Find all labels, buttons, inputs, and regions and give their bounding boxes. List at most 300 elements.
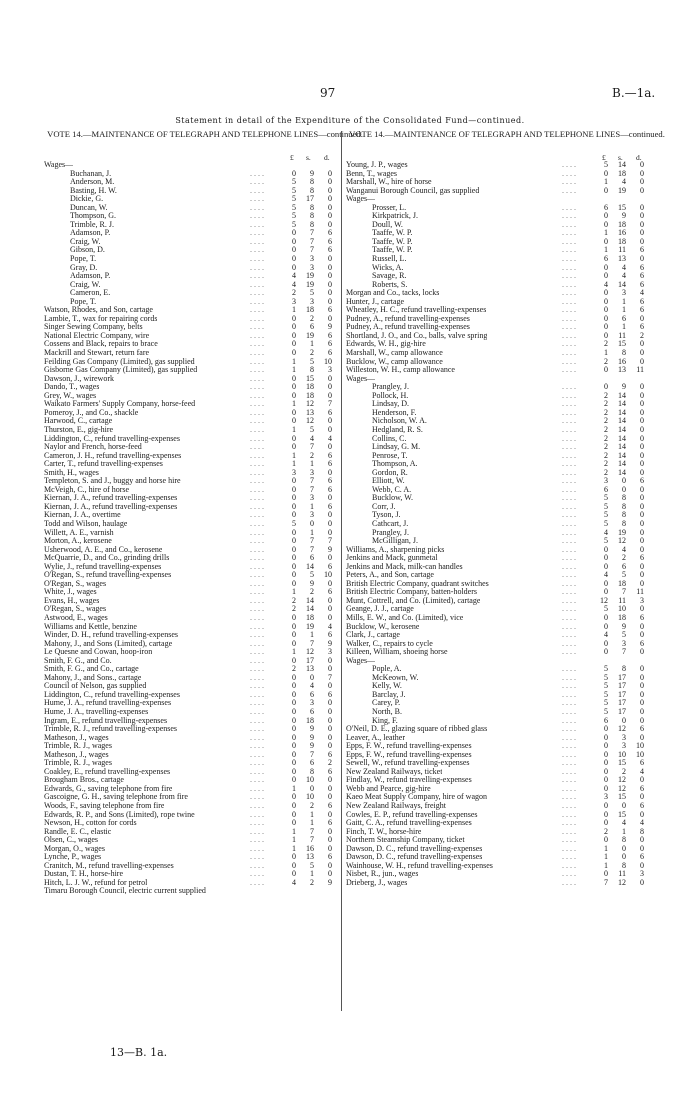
- leader-dots: . . . .: [562, 707, 576, 716]
- leader-dots: . . . .: [562, 664, 576, 674]
- ledger-row: [346, 623, 668, 632]
- pounds-value: 0: [604, 749, 608, 759]
- pence-value: 0: [328, 510, 332, 520]
- payee-name: Morgan and Co., tacks, locks: [346, 289, 440, 298]
- pence-value: 0: [640, 177, 644, 187]
- payee-name: McKeown, W.: [372, 673, 419, 682]
- pounds-value: 0: [604, 330, 608, 340]
- pence-value: 4: [328, 621, 332, 631]
- leader-dots: . . . .: [250, 724, 264, 734]
- pounds-value: 0: [292, 561, 296, 571]
- ledger-row: [346, 494, 668, 503]
- left-column: [44, 126, 366, 896]
- ledger-row: [44, 315, 366, 324]
- shillings-value: 2: [310, 348, 314, 358]
- leader-dots: . . . .: [562, 604, 576, 614]
- leader-dots: . . . .: [250, 254, 264, 264]
- pence-value: 0: [640, 732, 644, 742]
- shillings-value: 6: [310, 707, 314, 716]
- shillings-value: 19: [306, 330, 314, 340]
- leader-dots: . . . .: [250, 288, 264, 298]
- payee-name: Wanganui Borough Council, gas supplied: [346, 186, 480, 195]
- shillings-value: 4: [622, 262, 626, 272]
- pounds-value: 0: [292, 766, 296, 776]
- ledger-row: [346, 853, 668, 862]
- pounds-value: 2: [292, 595, 296, 605]
- shillings-value: 16: [618, 356, 626, 366]
- pounds-value: 2: [292, 604, 296, 614]
- leader-dots: . . . .: [250, 527, 264, 537]
- ledger-row: [44, 409, 366, 418]
- pounds-value: 0: [604, 835, 608, 845]
- pounds-value: 0: [292, 741, 296, 751]
- payee-name: Clark, J., cartage: [346, 631, 400, 640]
- leader-dots: . . . .: [562, 715, 576, 725]
- pence-value: 0: [640, 399, 644, 409]
- pence-value: 6: [328, 339, 332, 349]
- ledger-row: [44, 631, 366, 640]
- shillings-value: 3: [622, 741, 626, 751]
- payee-name: Kelly, W.: [372, 682, 402, 691]
- pence-value: 0: [640, 313, 644, 323]
- ledger-row: [346, 759, 668, 768]
- pence-value: 6: [640, 279, 644, 289]
- ledger-row: [346, 204, 668, 213]
- payee-name: Epps, F. W., refund travelling-expenses: [346, 750, 472, 759]
- pounds-value: 5: [604, 510, 608, 520]
- pounds-value: 4: [604, 527, 608, 537]
- pounds-value: 0: [604, 869, 608, 879]
- pence-value: 0: [328, 612, 332, 622]
- ledger-row: [44, 255, 366, 264]
- shillings-value: 7: [310, 236, 314, 246]
- payee-name: Webb and Pearce, gig-hire: [346, 784, 431, 793]
- shillings-value: 0: [622, 476, 626, 486]
- payee-name: Hunter, J., cartage: [346, 297, 405, 306]
- payee-name: Williams and Kettle, benzine: [44, 622, 137, 631]
- leader-dots: . . . .: [250, 271, 264, 281]
- payee-name: Templeton, S. and J., buggy and horse hire: [44, 477, 181, 486]
- shillings-value: 0: [622, 715, 626, 725]
- pounds-value: 5: [292, 202, 296, 212]
- payee-name: Barclay, J.: [372, 690, 406, 699]
- pounds-value: 0: [604, 262, 608, 272]
- shillings-value: 15: [618, 792, 626, 802]
- ledger-row: [346, 708, 668, 717]
- column-divider: [341, 131, 342, 1011]
- payee-name: Duncan, W.: [70, 203, 108, 212]
- pence-value: 0: [640, 647, 644, 657]
- pounds-value: 1: [292, 587, 296, 597]
- ledger-row: [44, 571, 366, 580]
- payee-name: Pople, A.: [372, 665, 402, 674]
- shillings-value: 7: [310, 544, 314, 554]
- leader-dots: . . . .: [250, 801, 264, 811]
- shillings-value: 8: [622, 860, 626, 870]
- pounds-value: 4: [292, 877, 296, 887]
- shillings-value: 1: [310, 501, 314, 511]
- leader-dots: . . . .: [250, 518, 264, 528]
- ledger-row: [346, 187, 668, 196]
- pounds-value: 2: [604, 433, 608, 443]
- pounds-value: 0: [292, 809, 296, 819]
- shillings-value: 14: [618, 279, 626, 289]
- pence-value: 0: [640, 561, 644, 571]
- pounds-value: 0: [604, 236, 608, 246]
- payee-name: Wages—: [44, 161, 74, 169]
- leader-dots: . . . .: [250, 313, 264, 323]
- pence-value: 6: [640, 553, 644, 563]
- payee-name: Pudney, A., refund travelling-expenses: [346, 323, 470, 332]
- pence-value: 0: [640, 630, 644, 640]
- ledger-row: [346, 503, 668, 512]
- leader-dots: . . . .: [250, 869, 264, 879]
- shillings-value: 14: [618, 160, 626, 169]
- shillings-value: 8: [622, 493, 626, 503]
- pence-value: 0: [640, 792, 644, 802]
- pounds-value: 1: [604, 245, 608, 255]
- pence-value: 0: [328, 775, 332, 785]
- ledger-row: [44, 546, 366, 555]
- shillings-value: 8: [310, 365, 314, 375]
- shillings-value: 19: [618, 527, 626, 537]
- leader-dots: . . . .: [250, 467, 264, 477]
- pence-value: 6: [640, 758, 644, 768]
- pence-value: 0: [640, 467, 644, 477]
- payee-name: Gascoigne, G. H., saving telephone from fire: [44, 793, 188, 802]
- payee-name: Cameron, E.: [70, 289, 111, 298]
- payee-name: Morgan, O., wages: [44, 844, 105, 853]
- pounds-value: 6: [604, 484, 608, 494]
- shillings-value: 11: [618, 869, 626, 879]
- shillings-value: 12: [618, 536, 626, 546]
- shillings-value: 18: [618, 236, 626, 246]
- ledger-row: [44, 281, 366, 290]
- pounds-value: 2: [604, 416, 608, 426]
- shillings-value: 9: [622, 621, 626, 631]
- ledger-row: [44, 708, 366, 717]
- pence-value: 0: [640, 228, 644, 238]
- ledger-row: [44, 623, 366, 632]
- pence-value: 6: [328, 749, 332, 759]
- shillings-value: 17: [306, 194, 314, 204]
- payee-name: Naylor and French, horse-feed: [44, 443, 142, 452]
- payee-name: Mills, E. W., and Co. (Limited), vice: [346, 613, 464, 622]
- payee-name: Nisbet, R., jun., wages: [346, 870, 419, 879]
- payee-name: Carey, P.: [372, 699, 401, 708]
- payee-name: Edwards, W. H., gig-hire: [346, 340, 426, 349]
- leader-dots: . . . .: [250, 664, 264, 674]
- pence-value: 0: [640, 390, 644, 400]
- pounds-value: 5: [292, 211, 296, 221]
- shillings-value: 10: [618, 749, 626, 759]
- shillings-value: 14: [618, 390, 626, 400]
- pounds-value: 0: [604, 271, 608, 281]
- pence-value: 0: [640, 450, 644, 460]
- pence-value: 6: [328, 228, 332, 238]
- pounds-value: 0: [292, 681, 296, 691]
- pence-value: 0: [328, 211, 332, 221]
- leader-dots: . . . .: [562, 510, 576, 520]
- shillings-value: 1: [622, 826, 626, 836]
- pence-header: d.: [324, 153, 330, 162]
- pence-value: 6: [328, 561, 332, 571]
- leader-dots: . . . .: [562, 621, 576, 631]
- shillings-value: 18: [306, 382, 314, 392]
- leader-dots: . . . .: [250, 484, 264, 494]
- payee-name: Willett, A. E., varnish: [44, 528, 114, 537]
- pounds-value: 3: [292, 296, 296, 306]
- shillings-value: 7: [310, 476, 314, 486]
- payee-name: Pudney, A., refund travelling-expenses: [346, 314, 470, 323]
- payee-name: Taaffe, W. P.: [372, 229, 413, 238]
- shillings-value: 0: [622, 843, 626, 853]
- pounds-value: 1: [292, 450, 296, 460]
- leader-dots: . . . .: [562, 219, 576, 229]
- pounds-value: 0: [604, 775, 608, 785]
- pence-value: 0: [640, 493, 644, 503]
- pence-value: 6: [328, 407, 332, 417]
- leader-dots: . . . .: [250, 621, 264, 631]
- pounds-value: 5: [604, 664, 608, 674]
- payee-name: Corr, J.: [372, 502, 396, 511]
- leader-dots: . . . .: [562, 570, 576, 580]
- shillings-value: 7: [310, 245, 314, 255]
- ledger-row: [346, 657, 668, 666]
- ledger-row: [44, 853, 366, 862]
- shillings-value: 12: [306, 647, 314, 657]
- leader-dots: . . . .: [562, 612, 576, 622]
- pence-value: 0: [328, 313, 332, 323]
- leader-dots: . . . .: [250, 792, 264, 802]
- pence-value: 0: [640, 698, 644, 708]
- shillings-value: 5: [310, 860, 314, 870]
- pounds-value: 0: [604, 168, 608, 178]
- payee-name: Tyson, J.: [372, 511, 401, 520]
- shillings-value: 12: [306, 399, 314, 409]
- payee-name: Savage, R.: [372, 272, 407, 281]
- payee-name: Carter, T., refund travelling-expenses: [44, 460, 163, 469]
- ledger-row: [346, 264, 668, 273]
- pounds-value: 0: [604, 553, 608, 563]
- pence-value: 6: [640, 322, 644, 332]
- pounds-value: 0: [604, 587, 608, 597]
- pounds-value: 5: [604, 518, 608, 528]
- pounds-value: 0: [292, 655, 296, 665]
- pence-value: 10: [324, 570, 332, 580]
- shillings-value: 0: [622, 484, 626, 494]
- payee-name: Gordon, R.: [372, 468, 408, 477]
- payee-name: Thompson, G.: [70, 212, 116, 221]
- pence-value: 0: [328, 707, 332, 716]
- payee-name: Bucklow, W., camp allowance: [346, 357, 443, 366]
- leader-dots: . . . .: [250, 775, 264, 785]
- pence-value: 0: [640, 843, 644, 853]
- payee-name: Lindsay, G. M.: [372, 443, 421, 452]
- ledger-row: [44, 460, 366, 469]
- ledger-row: [44, 229, 366, 238]
- pence-value: 0: [640, 236, 644, 246]
- pounds-value: 0: [292, 724, 296, 734]
- ledger-row: [44, 597, 366, 606]
- pence-value: 0: [328, 664, 332, 674]
- payee-name: Pope, T.: [70, 297, 97, 306]
- leader-dots: . . . .: [562, 424, 576, 434]
- shillings-value: 14: [618, 399, 626, 409]
- leader-dots: . . . .: [250, 707, 264, 716]
- ledger-row: [346, 640, 668, 649]
- shillings-value: 14: [306, 604, 314, 614]
- leader-dots: . . . .: [562, 518, 576, 528]
- pence-value: 0: [640, 211, 644, 221]
- pence-value: 3: [640, 869, 644, 879]
- ledger-row: [346, 477, 668, 486]
- statement-heading: Statement in detail of the Expenditure of the Consolidated Fund—continued.: [175, 116, 525, 125]
- ledger-row: [44, 187, 366, 196]
- leader-dots: . . . .: [250, 245, 264, 255]
- leader-dots: . . . .: [250, 185, 264, 195]
- shillings-value: 6: [622, 313, 626, 323]
- ledger-row: [44, 537, 366, 546]
- pence-value: 0: [328, 467, 332, 477]
- shillings-value: 18: [618, 578, 626, 588]
- shillings-value: 14: [618, 442, 626, 452]
- ledger-row: [44, 366, 366, 375]
- shillings-value: 3: [622, 638, 626, 648]
- ledger-row: [44, 486, 366, 495]
- pounds-value: 0: [292, 698, 296, 708]
- leader-dots: . . . .: [250, 578, 264, 588]
- pence-value: 6: [640, 612, 644, 622]
- payee-name: Harwood, C., cartage: [44, 417, 113, 426]
- shillings-value: 7: [310, 536, 314, 546]
- shillings-value: 4: [622, 818, 626, 828]
- pounds-value: 0: [292, 749, 296, 759]
- ledger-row: [44, 588, 366, 597]
- payee-name: Waikato Farmers' Supply Company, horse-feed: [44, 400, 196, 409]
- shillings-value: 9: [622, 211, 626, 221]
- pence-value: 3: [328, 365, 332, 375]
- shillings-value: 8: [622, 835, 626, 845]
- ledger-row: [346, 469, 668, 478]
- leader-dots: . . . .: [250, 339, 264, 349]
- shillings-value: 7: [310, 442, 314, 452]
- ledger-row: [346, 879, 668, 888]
- pounds-value: 1: [292, 424, 296, 434]
- leader-dots: . . . .: [562, 279, 576, 289]
- shillings-value: 12: [618, 877, 626, 887]
- shillings-value: 17: [306, 655, 314, 665]
- pence-value: 6: [328, 852, 332, 862]
- pence-value: 4: [640, 766, 644, 776]
- pence-value: 0: [640, 518, 644, 528]
- shillings-value: 5: [310, 424, 314, 434]
- ledger-row: [44, 435, 366, 444]
- pence-value: 0: [640, 578, 644, 588]
- leader-dots: . . . .: [250, 818, 264, 828]
- shillings-value: 5: [622, 570, 626, 580]
- leader-dots: . . . .: [250, 835, 264, 845]
- pounds-value: 0: [292, 493, 296, 503]
- leader-dots: . . . .: [562, 647, 576, 657]
- ledger-row: [346, 828, 668, 837]
- vote-heading-right: VOTE 14.—MAINTENANCE OF TELEGRAPH AND TELEPHONE LINES—continued.: [349, 129, 665, 139]
- payee-name: Marshall, W., camp allowance: [346, 349, 443, 358]
- shillings-value: 7: [310, 228, 314, 238]
- ledger-row: [44, 520, 366, 529]
- leader-dots: . . . .: [250, 399, 264, 409]
- payee-name: Liddington, C., refund travelling-expenses: [44, 690, 180, 699]
- pounds-value: 0: [292, 527, 296, 537]
- payee-name: Olsen, C., wages: [44, 836, 98, 845]
- pounds-value: 2: [292, 288, 296, 298]
- payee-name: Lambie, T., wax for repairing cords: [44, 314, 158, 323]
- pounds-value: 2: [604, 442, 608, 452]
- shillings-value: 3: [310, 698, 314, 708]
- ledger-row: [44, 785, 366, 794]
- footer-signature: 13—B. 1a.: [110, 1046, 168, 1059]
- pounds-value: 0: [292, 578, 296, 588]
- shillings-value: 5: [310, 570, 314, 580]
- pounds-value: 0: [604, 818, 608, 828]
- payee-name: Roberts, S.: [372, 280, 408, 289]
- pence-value: 0: [640, 416, 644, 426]
- leader-dots: . . . .: [562, 672, 576, 682]
- ledger-row: [346, 486, 668, 495]
- pounds-value: 0: [292, 228, 296, 238]
- payee-name: Mahony, J., and Sons (Limited), cartage: [44, 639, 173, 648]
- pounds-value: 0: [292, 544, 296, 554]
- ledger-row: [44, 665, 366, 674]
- ledger-row: [44, 563, 366, 572]
- ledger-row: [44, 887, 366, 896]
- pounds-header: £: [290, 153, 294, 162]
- pounds-value: 4: [604, 279, 608, 289]
- shillings-value: 13: [306, 664, 314, 674]
- leader-dots: . . . .: [562, 296, 576, 306]
- shillings-value: 18: [306, 390, 314, 400]
- ledger-row: [346, 340, 668, 349]
- shillings-value: 4: [622, 177, 626, 187]
- pounds-value: 0: [292, 553, 296, 563]
- pence-value: 6: [640, 638, 644, 648]
- payee-name: Hedgland, R. S.: [372, 425, 423, 434]
- leader-dots: . . . .: [562, 749, 576, 759]
- shillings-value: 4: [622, 544, 626, 554]
- leader-dots: . . . .: [562, 792, 576, 802]
- ledger-row: [44, 614, 366, 623]
- leader-dots: . . . .: [562, 339, 576, 349]
- pounds-value: 0: [292, 245, 296, 255]
- pence-value: 0: [328, 527, 332, 537]
- pounds-value: 6: [604, 202, 608, 212]
- pounds-value: 2: [604, 390, 608, 400]
- pounds-value: 1: [292, 826, 296, 836]
- pounds-value: 4: [292, 279, 296, 289]
- leader-dots: . . . .: [562, 202, 576, 212]
- pence-value: 0: [328, 202, 332, 212]
- leader-dots: . . . .: [562, 382, 576, 392]
- ledger-row: [44, 845, 366, 854]
- shillings-value: 9: [622, 382, 626, 392]
- pounds-value: 3: [292, 467, 296, 477]
- pounds-value: 0: [604, 313, 608, 323]
- pounds-value: 0: [604, 809, 608, 819]
- pence-value: 0: [328, 553, 332, 563]
- shillings-value: 12: [306, 416, 314, 426]
- payee-name: Feilding Gas Company (Limited), gas supplied: [44, 357, 195, 366]
- leader-dots: . . . .: [562, 852, 576, 862]
